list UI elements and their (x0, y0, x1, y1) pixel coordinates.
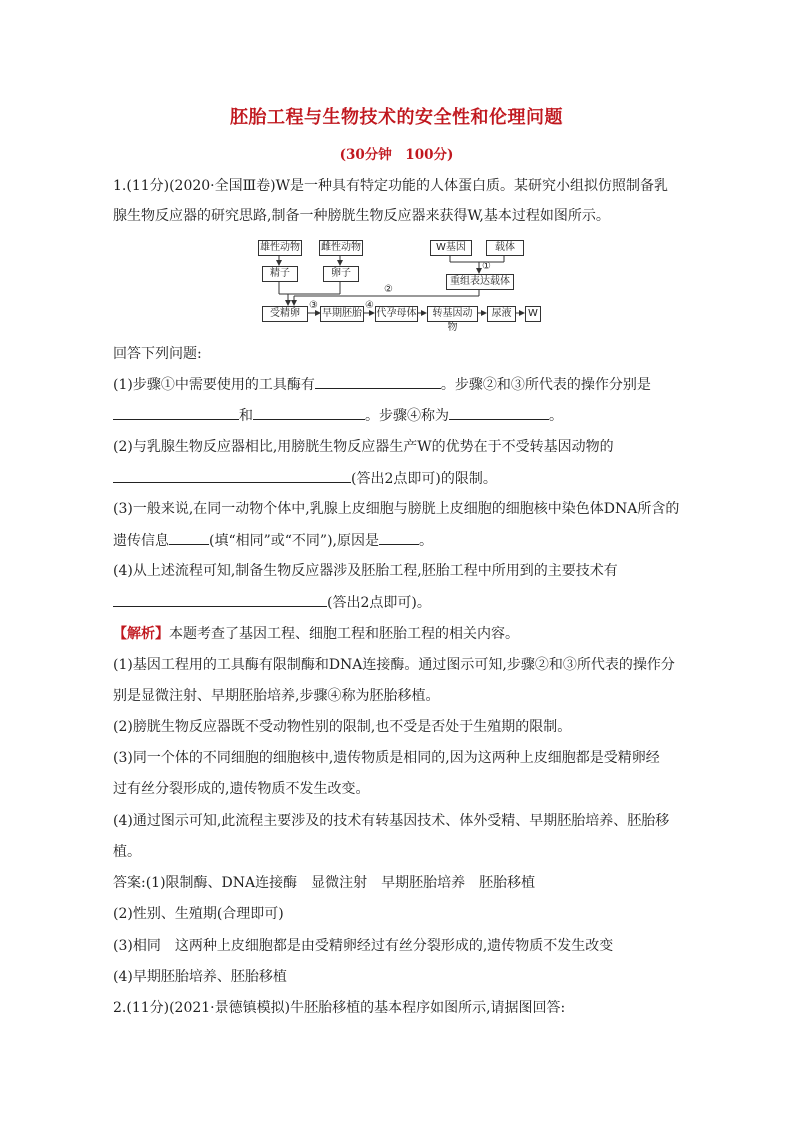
q1-part1-text-d: 。步骤④称为 (365, 408, 449, 424)
answer-blank-same-different[interactable] (169, 530, 209, 545)
analysis-1-line2: 别是显微注射、早期胚胎培养,步骤④称为胚胎移植。 (113, 688, 440, 704)
analysis-3-line1: (3)同一个体的不同细胞的细胞核中,遗传物质是相同的,因为这两种上皮细胞都是受精卵经 (113, 750, 660, 766)
box-zygote: 受精卵 (262, 306, 308, 322)
analysis-1-line1: (1)基因工程用的工具酶有限制酶和DNA连接酶。通过图示可知,步骤②和③所代表的操作分 (113, 657, 675, 673)
q1-part1-text-c: 和 (239, 408, 253, 424)
q1-part3-text-b: 遗传信息 (113, 533, 169, 549)
q1-part4-text-b: (答出2点即可)。 (327, 595, 431, 611)
answer-line1: 答案:(1)限制酶、DNA连接酶 显微注射 早期胚胎培养 胚胎移植 (113, 875, 536, 891)
box-vector: 载体 (486, 240, 524, 256)
box-transgenic-animal: 转基因动物 (427, 306, 478, 322)
box-early-embryo: 早期胚胎 (320, 306, 364, 322)
q1-part4-line1: (4)从上述流程可知,制备生物反应器涉及胚胎工程,胚胎工程中所用到的主要技术有 (113, 563, 618, 579)
step-3-label: ③ (309, 300, 318, 311)
answer-blank-step2[interactable] (113, 405, 239, 420)
box-male-animal: 雄性动物 (258, 240, 302, 256)
analysis-intro (113, 624, 519, 644)
process-diagram (258, 238, 548, 333)
analysis-4-line1: (4)通过图示可知,此流程主要涉及的技术有转基因技术、体外受精、早期胚胎培养、胚胎移 (113, 813, 670, 829)
q1-part3-line1: (3)一般来说,在同一动物个体中,乳腺上皮细胞与膀胱上皮细胞的细胞核中染色体DNA所含的 (113, 501, 680, 517)
q1-part3-text-c: (填“相同”或“不同”),原因是 (209, 533, 380, 549)
analysis-3-line2: 过有丝分裂形成的,遗传物质不发生改变。 (113, 781, 370, 797)
answer-line4: (4)早期胚胎培养、胚胎移植 (113, 969, 287, 985)
q1-part1-line1 (113, 374, 651, 395)
answer-blank-step4[interactable] (449, 405, 549, 420)
box-recombinant-vector: 重组表达载体 (446, 274, 514, 290)
q1-part2-line2 (113, 468, 497, 489)
box-sperm: 精子 (262, 266, 298, 282)
q1-part2-line1: (2)与乳腺生物反应器相比,用膀胱生物反应器生产W的优势在于不受转基因动物的 (113, 439, 614, 455)
page-title: 胚胎工程与生物技术的安全性和伦理问题 (230, 107, 563, 128)
box-urine: 尿液 (487, 306, 516, 322)
answer-blank-techniques[interactable] (113, 592, 327, 607)
q1-part3-text-d: 。 (419, 533, 434, 549)
answer-blank-advantage[interactable] (113, 468, 351, 483)
q2-stem-line1: 2.(11分)(2021·景德镇模拟)牛胚胎移植的基本程序如图所示,请据图回答: (113, 1000, 566, 1016)
answer-line3: (3)相同 这两种上皮细胞都是由受精卵经过有丝分裂形成的,遗传物质不发生改变 (113, 938, 614, 954)
box-surrogate-mother: 代孕母体 (375, 306, 418, 322)
answer-blank-reason[interactable] (379, 530, 419, 545)
analysis-tag: 【解析】 (113, 626, 169, 642)
q1-part1-line2 (113, 405, 563, 426)
box-female-animal: 雌性动物 (319, 240, 363, 256)
analysis-intro-text: 本题考查了基因工程、细胞工程和胚胎工程的相关内容。 (169, 626, 519, 642)
q1-part1-text-b: 。步骤②和③所代表的操作分别是 (440, 377, 651, 393)
answer-blank-step3[interactable] (253, 405, 365, 420)
box-egg: 卵子 (323, 266, 359, 282)
analysis-4-line2: 植。 (113, 844, 141, 860)
answer-line2: (2)性别、生殖期(合理即可) (113, 906, 284, 922)
analysis-2: (2)膀胱生物反应器既不受动物性别的限制,也不受是否处于生殖期的限制。 (113, 719, 572, 735)
page-subtitle: (30分钟 100分) (339, 147, 454, 163)
answer-blank-enzymes[interactable] (315, 374, 441, 389)
q1-prompt: 回答下列问题: (113, 346, 202, 362)
step-4-label: ④ (365, 300, 374, 311)
q1-part4-line2 (113, 592, 431, 613)
q1-part1-text-e: 。 (549, 408, 563, 424)
step-2-label: ② (384, 284, 393, 295)
q1-part3-line2 (113, 530, 433, 551)
q1-stem-line1: 1.(11分)(2020·全国Ⅲ卷)W是一种具有特定功能的人体蛋白质。某研究小组拟仿照制备乳 (113, 178, 668, 194)
box-w-product: W (525, 306, 541, 322)
q1-part1-text-a: (1)步骤①中需要使用的工具酶有 (113, 377, 315, 393)
box-w-gene: W基因 (430, 240, 472, 256)
step-1-label: ① (482, 261, 491, 272)
q1-stem-line2: 腺生物反应器的研究思路,制备一种膀胱生物反应器来获得W,基本过程如图所示。 (113, 208, 610, 224)
q1-part2-text-b: (答出2点即可)的限制。 (351, 471, 497, 487)
